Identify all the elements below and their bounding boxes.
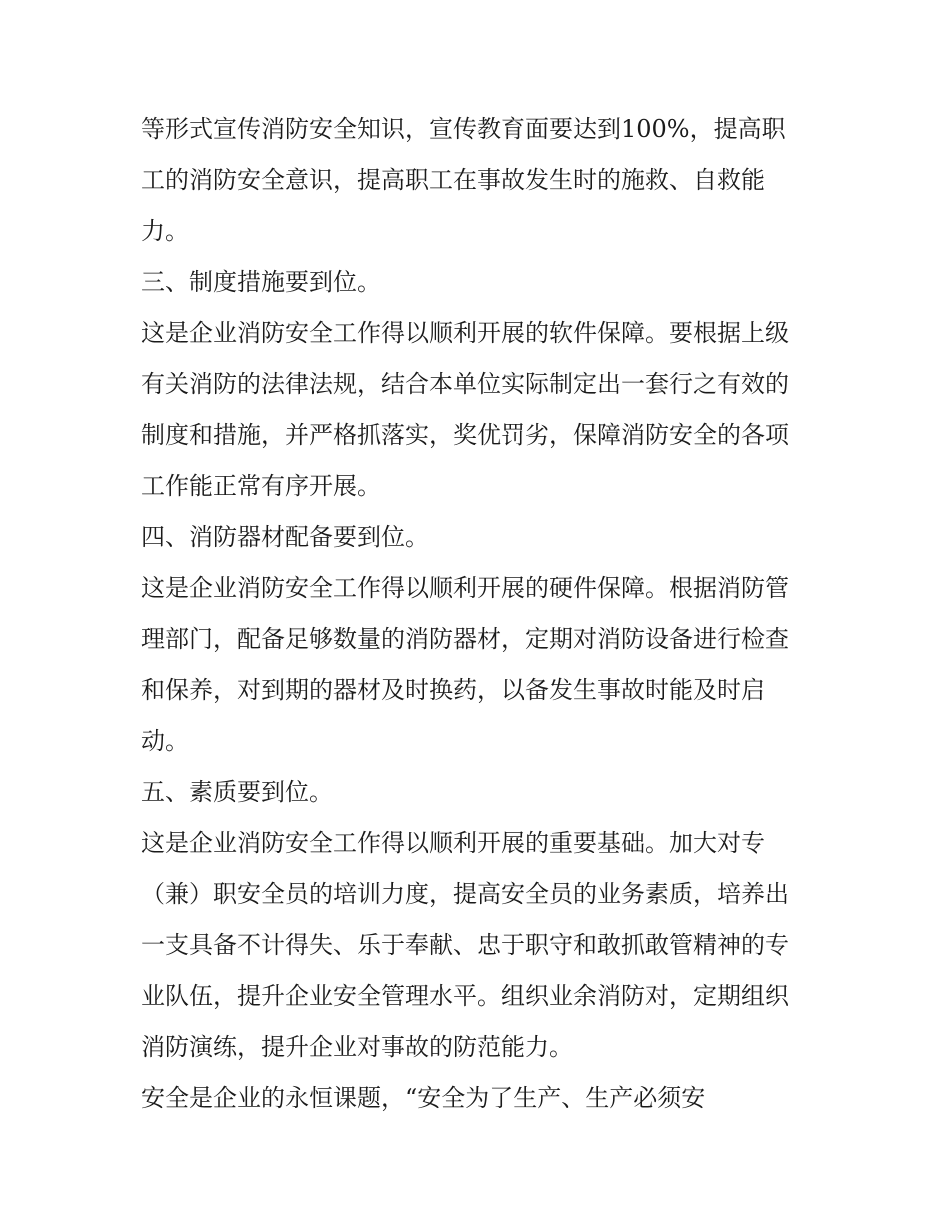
text-line: 动。 — [141, 727, 189, 755]
text-line: 这是企业消防安全工作得以顺利开展的硬件保障。根据消防管 — [141, 574, 789, 602]
text-line: 一支具备不计得失、乐于奉献、忠于职守和敢抓敢管精神的专 — [141, 931, 789, 959]
text-line: 等形式宣传消防安全知识，宣传教育面要达到100%，提高职 — [141, 115, 786, 143]
section-heading: 五、素质要到位。 — [141, 778, 333, 806]
text-line: 和保养，对到期的器材及时换药，以备发生事故时能及时启 — [141, 676, 765, 704]
text-line: 业队伍，提升企业安全管理水平。组织业余消防对，定期组织 — [141, 982, 789, 1010]
section-heading: 三、制度措施要到位。 — [141, 268, 381, 296]
text-line: 安全是企业的永恒课题，“安全为了生产、生产必须安 — [141, 1084, 706, 1112]
text-line: （兼）职安全员的培训力度，提高安全员的业务素质，培养出 — [141, 880, 789, 908]
text-line: 理部门，配备足够数量的消防器材，定期对消防设备进行检查 — [141, 625, 789, 653]
text-line: 有关消防的法律法规，结合本单位实际制定出一套行之有效的 — [141, 370, 789, 398]
text-line: 制度和措施，并严格抓落实，奖优罚劣，保障消防安全的各项 — [141, 421, 789, 449]
text-line: 消防演练，提升企业对事故的防范能力。 — [141, 1033, 573, 1061]
section-heading: 四、消防器材配备要到位。 — [141, 523, 429, 551]
text-line: 力。 — [141, 217, 189, 245]
text-line: 工的消防安全意识，提高职工在事故发生时的施救、自救能 — [141, 166, 765, 194]
text-line: 工作能正常有序开展。 — [141, 472, 381, 500]
text-line: 这是企业消防安全工作得以顺利开展的软件保障。要根据上级 — [141, 319, 789, 347]
text-line: 这是企业消防安全工作得以顺利开展的重要基础。加大对专 — [141, 829, 765, 857]
